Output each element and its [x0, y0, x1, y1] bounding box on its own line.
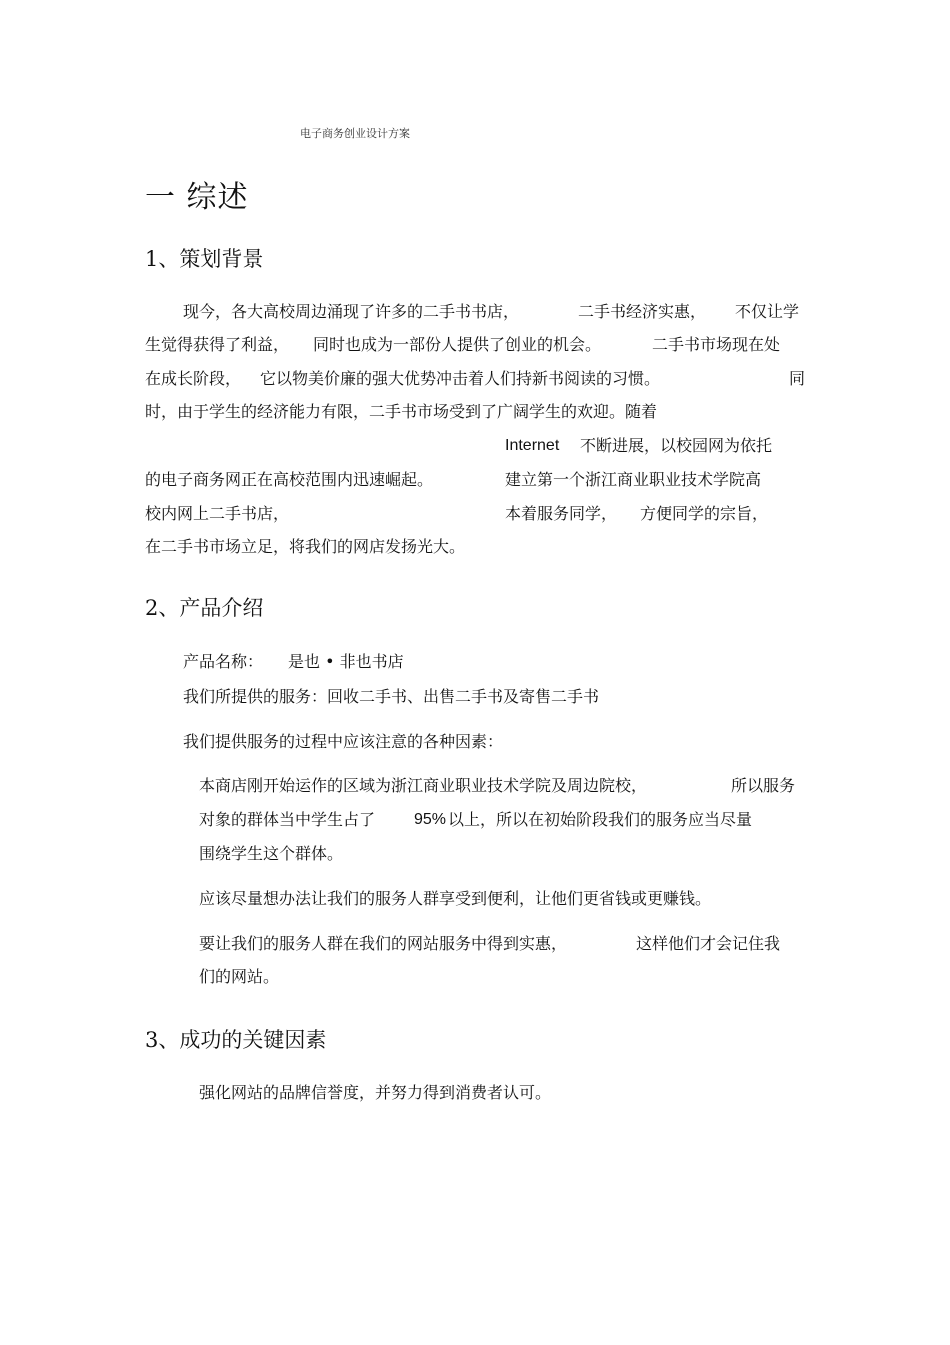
factor-line: 们的网站。: [199, 967, 280, 986]
factor-line: 围绕学生这个群体。: [199, 844, 344, 863]
background-line: 建立第一个浙江商业职业技术学院高: [505, 470, 762, 489]
background-line: 的电子商务网正在高校范围内迅速崛起。: [145, 470, 434, 489]
section-heading-background: 1、策划背景: [145, 247, 264, 271]
background-line: Internet: [505, 437, 560, 454]
chapter-title: 一 综述: [145, 180, 249, 215]
background-line: 二手书市场现在处: [652, 335, 781, 354]
keys-text: 强化网站的品牌信誉度，并努力得到消费者认可。: [199, 1083, 552, 1102]
factor-line: 以上，所以在初始阶段我们的服务应当尽量: [448, 810, 753, 829]
factor-line: 对象的群体当中学生占了: [199, 810, 376, 829]
product-services: 我们所提供的服务：回收二手书、出售二手书及寄售二手书: [183, 687, 600, 706]
background-line: 本着服务同学，: [505, 504, 618, 523]
background-line: 校内网上二手书店，: [145, 504, 290, 523]
document-header-title: 电子商务创业设计方案: [300, 127, 410, 140]
factor-line: 95%: [414, 811, 447, 828]
background-line: 方便同学的宗旨，: [640, 504, 769, 523]
background-line: 同: [789, 369, 806, 388]
section-heading-keys: 3、成功的关键因素: [145, 1028, 327, 1052]
factor-line: 应该尽量想办法让我们的服务人群享受到便利，让他们更省钱或更赚钱。: [199, 889, 712, 908]
background-line: 时，由于学生的经济能力有限，二手书市场受到了广阔学生的欢迎。随着: [145, 402, 658, 421]
factor-line: 要让我们的服务人群在我们的网站服务中得到实惠，: [199, 934, 568, 953]
background-line: 在成长阶段，: [145, 369, 242, 388]
background-line: 在二手书市场立足，将我们的网店发扬光大。: [145, 537, 466, 556]
background-line: 生觉得获得了利益，: [145, 335, 290, 354]
background-line: 同时也成为一部份人提供了创业的机会。: [313, 335, 602, 354]
factor-line: 所以服务: [731, 776, 796, 795]
background-line: 不仅让学: [735, 302, 800, 321]
background-line: 不断进展，以校园网为依托: [580, 436, 773, 455]
background-line: 现今，各大高校周边涌现了许多的二手书书店，: [183, 302, 520, 321]
product-name-label: 产品名称：: [183, 652, 264, 671]
product-factors-intro: 我们提供服务的过程中应该注意的各种因素：: [183, 732, 504, 751]
section-heading-product: 2、产品介绍: [145, 596, 264, 620]
product-name-value: 是也 • 非也书店: [288, 652, 404, 671]
factor-line: 这样他们才会记住我: [636, 934, 781, 953]
factor-line: 本商店刚开始运作的区域为浙江商业职业技术学院及周边院校，: [199, 776, 648, 795]
background-line: 二手书经济实惠，: [578, 302, 707, 321]
background-line: 它以物美价廉的强大优势冲击着人们持新书阅读的习惯。: [260, 369, 661, 388]
